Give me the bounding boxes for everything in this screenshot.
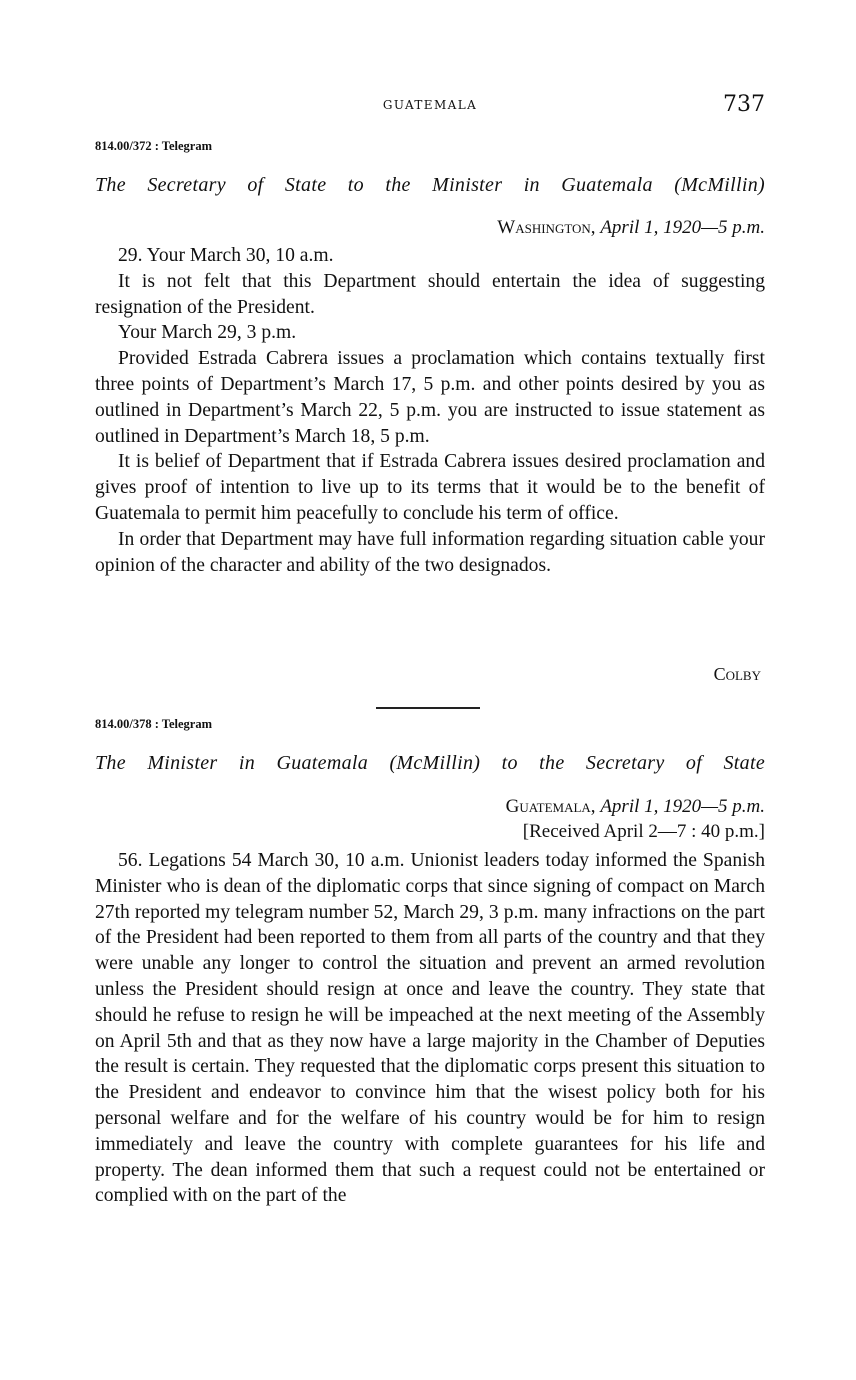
paragraph: It is not felt that this Department should entertain the idea of suggesting resignation of the President.	[95, 270, 765, 318]
dateline-place-2: Guatemala,	[505, 796, 596, 817]
paragraph: 56. Legations 54 March 30, 10 a.m. Unionist leaders today informed the Spanish Minister who is dean of the diplomatic corps that since signing of compact on March 27th reported my telegram number 52, March 29, 3 p.m. many infractions on the part of the President had been reported to them from all parts of the country and that they were unable any longer to control the situation and prevent an armed revolution unless the President should resign at once and leave the country. They state that should he refuse to resign he will be impeached at the next meeting of the Assembly on April 5th and that as they now have a large majority in the Chamber of Deputies the result is certain. They requested that the diplomatic corps present this situation to the President and endeavor to convince him that the wisest policy both for his personal welfare and for the welfare of his country would be for him to resign immediately and leave the country with complete guarantees for his life and property. The dean informed them that such a request could not be entertained or complied with on the part of the	[95, 850, 765, 1207]
running-head	[95, 92, 765, 122]
paragraph: It is belief of Department that if Estrada Cabrera issues desired proclamation and gives proof of intention to live up to its terms that it would be to the benefit of Guatemala to permit him peacefully to conclude his term of office.	[95, 451, 765, 524]
paragraph: Your March 29, 3 p.m.	[118, 322, 297, 344]
dateline-date-1: April 1, 1920—5 p.m.	[600, 217, 765, 238]
document-heading-2: The Minister in Guatemala (McMillin) to the Secretary of State	[95, 752, 765, 774]
file-reference-2: 814.00/378 : Telegram	[95, 717, 213, 731]
section-divider	[376, 707, 480, 709]
telegram-body-2	[95, 848, 765, 1209]
telegram-body-1	[95, 243, 765, 578]
paragraph: Provided Estrada Cabrera issues a proclamation which contains textually first three points of Department’s March 17, 5 p.m. and other points desired by you as outlined in Department’s March 22, 5 p.m. you are instructed to issue statement as outlined in Department’s March 18, 5 p.m.	[95, 348, 765, 447]
dateline-1	[497, 217, 765, 239]
dateline-2	[506, 796, 765, 818]
file-reference-1: 814.00/372 : Telegram	[95, 139, 213, 153]
page-number: 737	[723, 92, 765, 117]
signature: Colby	[713, 664, 761, 684]
paragraph: 29. Your March 30, 10 a.m.	[118, 245, 334, 266]
document-heading-1: The Secretary of State to the Minister in Guatemala (McMillin)	[95, 174, 765, 196]
dateline-date-2: April 1, 1920—5 p.m.	[600, 796, 765, 817]
paragraph: In order that Department may have full information regarding situation cable your opinion of the character and ability of the two designados.	[95, 528, 765, 576]
dateline-place-1: Washington,	[497, 217, 596, 238]
received-note: [Received April 2—7 : 40 p.m.]	[522, 821, 765, 842]
running-title: GUATEMALA	[382, 98, 478, 112]
